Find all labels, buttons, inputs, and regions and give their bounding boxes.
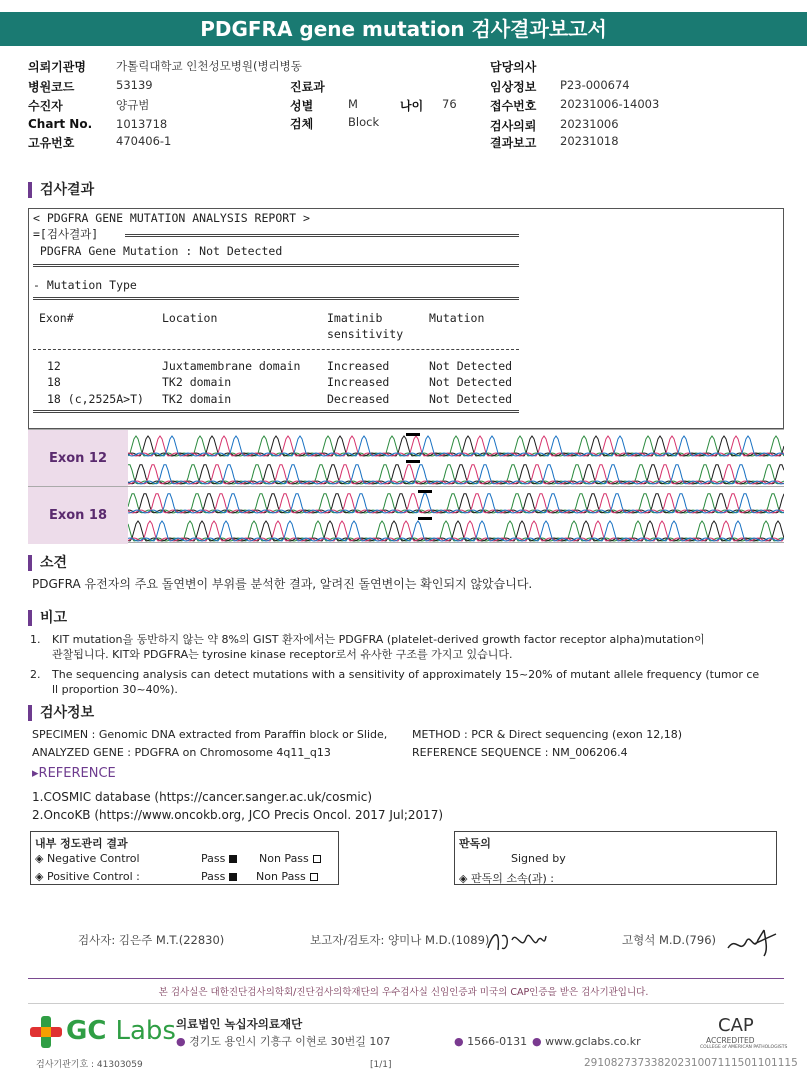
rule xyxy=(33,349,519,350)
checked-box-icon xyxy=(229,855,237,863)
gc-cross-logo-icon xyxy=(30,1016,62,1048)
org-address-text: 경기도 용인시 기흥구 이현로 30번길 107 xyxy=(189,1035,391,1048)
sex-label: 성별 xyxy=(290,99,314,113)
info-reference-seq: REFERENCE SEQUENCE : NM_006206.4 xyxy=(412,746,628,759)
col-sensitivity: sensitivity xyxy=(327,327,404,341)
gclabs-logo xyxy=(66,1016,176,1046)
info-method: METHOD : PCR & Direct sequencing (exon 12,18) xyxy=(412,728,682,741)
qc-negative-nonpass xyxy=(259,852,321,865)
unique-value: 470406-1 xyxy=(116,134,172,148)
report-date-value: 20231018 xyxy=(560,134,619,148)
unique-label: 고유번호 xyxy=(28,136,75,150)
rule xyxy=(125,234,519,237)
info-gene: ANALYZED GENE : PDGFRA on Chromosome 4q11_q13 xyxy=(32,746,331,759)
dept-label: 진료과 xyxy=(290,80,325,94)
cap-accredited: ACCREDITED xyxy=(706,1036,755,1045)
reader-signed: Signed by xyxy=(511,852,566,865)
note-line: KIT mutation을 동반하지 않는 약 8%의 GIST 환자에서는 PDGFRA (platelet-derived growth factor receptor alpha)mutation이 xyxy=(52,633,705,646)
marker xyxy=(406,433,420,436)
row-mutation: Not Detected xyxy=(429,359,513,373)
finding-text: PDGFRA 유전자의 주요 돌연변이 부위를 분석한 결과, 알려진 돌연변이는 확인되지 않았습니다. xyxy=(32,577,533,591)
org-website xyxy=(532,1034,641,1050)
clinical-value: P23-000674 xyxy=(560,78,630,92)
unchecked-box-icon xyxy=(313,855,321,863)
patient-label: 수진자 xyxy=(28,99,63,113)
hospital-code-value: 53139 xyxy=(116,78,153,92)
gclabs-logo-gc: GC xyxy=(66,1016,107,1046)
reference-item: 1.COSMIC database (https://cancer.sanger.ac.uk/cosmic) xyxy=(32,790,373,804)
reviewer-signature xyxy=(486,928,548,954)
note-line: The sequencing analysis can detect mutations with a sensitivity of approximately 15~20% of mutant allele frequency (tumor ce xyxy=(52,668,760,681)
globe-icon: ● xyxy=(532,1035,542,1048)
cap-logo: CAP xyxy=(718,1015,754,1036)
pass-label: Pass xyxy=(201,852,226,865)
qc-positive-label: ◈ Positive Control : xyxy=(35,870,140,883)
result-section-heading: 검사결과 xyxy=(28,182,94,198)
marker xyxy=(418,490,432,493)
chart-label: Chart No. xyxy=(28,117,93,131)
receipt-label: 접수번호 xyxy=(490,99,537,113)
report-summary: PDGFRA Gene Mutation : Not Detected xyxy=(33,244,283,258)
report-title: PDGFRA gene mutation 검사결과보고서 xyxy=(0,12,807,46)
col-location: Location xyxy=(162,311,218,325)
rule xyxy=(33,297,519,300)
reader-affiliation: ◈ 판독의 소속(과) : xyxy=(459,872,554,885)
org-address xyxy=(176,1034,390,1050)
certification-text: 본 검사실은 대한진단검사의학회/진단검사의학재단의 우수검사실 신임인증과 미국의 CAP인증을 받은 검사기관입니다. xyxy=(158,987,649,998)
exon18-label: Exon 18 xyxy=(28,487,128,544)
row-sensitivity: Decreased xyxy=(327,392,390,406)
patient-value: 양규범 xyxy=(116,98,150,112)
divider xyxy=(28,1003,784,1004)
nonpass-label: Non Pass xyxy=(259,852,309,865)
info-section-heading: 검사정보 xyxy=(28,705,94,721)
row-exon: 18 xyxy=(47,375,61,389)
request-value: 20231006 xyxy=(560,117,619,131)
reference-heading: ▸REFERENCE xyxy=(32,766,116,781)
chart-value: 1013718 xyxy=(116,117,168,131)
reader-title: 판독의 xyxy=(459,837,491,850)
row-mutation: Not Detected xyxy=(429,392,513,406)
analysis-report-box xyxy=(28,208,784,429)
doctor-label: 담당의사 xyxy=(490,60,537,74)
row-location: TK2 domain xyxy=(162,392,232,406)
note-line: 관찰됩니다. KIT와 PDGFRA는 tyrosine kinase receptor로서 유사한 구조를 가지고 있습니다. xyxy=(52,648,513,661)
row-mutation: Not Detected xyxy=(429,375,513,389)
col-imatinib: Imatinib xyxy=(327,311,383,325)
specimen-label: 검체 xyxy=(290,117,314,131)
page-number: [1/1] xyxy=(370,1060,392,1070)
exon18-chromatogram xyxy=(128,487,784,544)
note-number: 1. xyxy=(30,633,41,646)
gclabs-logo-labs: Labs xyxy=(115,1016,176,1046)
qc-title: 내부 정도관리 결과 xyxy=(35,837,128,850)
report-result-header: =[검사결과] xyxy=(33,227,99,241)
finding-section-heading: 소견 xyxy=(28,555,67,571)
qc-negative-pass xyxy=(201,852,237,865)
qc-positive-nonpass xyxy=(256,870,318,883)
org-phone-text: 1566-0131 xyxy=(467,1035,528,1048)
exon12-trace-row xyxy=(28,429,784,486)
barcode-number: 29108273733820231007111501101115 xyxy=(584,1057,798,1069)
exon12-chromatogram xyxy=(128,430,784,487)
report-heading: < PDGFRA GENE MUTATION ANALYSIS REPORT > xyxy=(33,211,310,225)
exon12-label: Exon 12 xyxy=(28,430,128,487)
doctor2-name: 고형석 M.D.(796) xyxy=(622,933,716,947)
org-website-text: www.gclabs.co.kr xyxy=(545,1035,641,1048)
org-phone xyxy=(454,1034,527,1050)
rule xyxy=(33,264,519,267)
reference-item: 2.OncoKB (https://www.oncokb.org, JCO Precis Oncol. 2017 Jul;2017) xyxy=(32,808,444,822)
sex-value: M xyxy=(348,97,358,111)
phone-icon: ● xyxy=(454,1035,464,1048)
divider xyxy=(28,978,784,979)
receipt-value: 20231006-14003 xyxy=(560,97,660,111)
col-exon: Exon# xyxy=(39,311,74,325)
request-label: 검사의뢰 xyxy=(490,119,537,133)
row-location: TK2 domain xyxy=(162,375,232,389)
age-label: 나이 xyxy=(400,99,424,113)
location-pin-icon: ● xyxy=(176,1035,186,1048)
exon18-trace-row xyxy=(28,486,784,543)
info-specimen: SPECIMEN : Genomic DNA extracted from Paraffin block or Slide, xyxy=(32,728,388,741)
reviewer-name: 보고자/검토자: 양미나 M.D.(1089) xyxy=(310,933,490,947)
marker xyxy=(406,460,420,463)
reader-box xyxy=(454,831,777,885)
hospital-code-label: 병원코드 xyxy=(28,80,75,94)
org-name: 의료법인 녹십자의료재단 xyxy=(176,1017,303,1031)
row-sensitivity: Increased xyxy=(327,375,390,389)
institution-value: 가톨릭대학교 인천성모병원(병리병동 xyxy=(116,59,302,73)
cap-sub: COLLEGE of AMERICAN PATHOLOGISTS xyxy=(700,1045,788,1050)
row-exon: 12 xyxy=(47,359,61,373)
institution-label: 의뢰기관명 xyxy=(28,60,86,74)
note-number: 2. xyxy=(30,668,41,681)
note-section-heading: 비고 xyxy=(28,610,67,626)
tester-name: 검사자: 김은주 M.T.(22830) xyxy=(78,933,225,947)
qc-negative-label: ◈ Negative Control xyxy=(35,852,140,865)
lab-number: 검사기관기호 : 41303059 xyxy=(36,1060,143,1070)
pass-label: Pass xyxy=(201,870,226,883)
rule xyxy=(33,410,519,413)
qc-box xyxy=(30,831,339,885)
qc-positive-pass xyxy=(201,870,237,883)
row-sensitivity: Increased xyxy=(327,359,390,373)
mutation-type-label: - Mutation Type xyxy=(33,278,137,292)
col-mutation: Mutation xyxy=(429,311,485,325)
note-line: ll proportion 30~40%). xyxy=(52,683,178,696)
marker xyxy=(418,517,432,520)
specimen-value: Block xyxy=(348,115,380,129)
age-value: 76 xyxy=(442,97,457,111)
reference-heading-text: REFERENCE xyxy=(38,766,116,781)
checked-box-icon xyxy=(229,873,237,881)
unchecked-box-icon xyxy=(310,873,318,881)
doctor2-signature xyxy=(724,924,780,958)
row-exon: 18 (c,2525A>T) xyxy=(47,392,144,406)
row-location: Juxtamembrane domain xyxy=(162,359,301,373)
nonpass-label: Non Pass xyxy=(256,870,306,883)
clinical-label: 임상정보 xyxy=(490,80,537,94)
report-date-label: 결과보고 xyxy=(490,136,537,150)
